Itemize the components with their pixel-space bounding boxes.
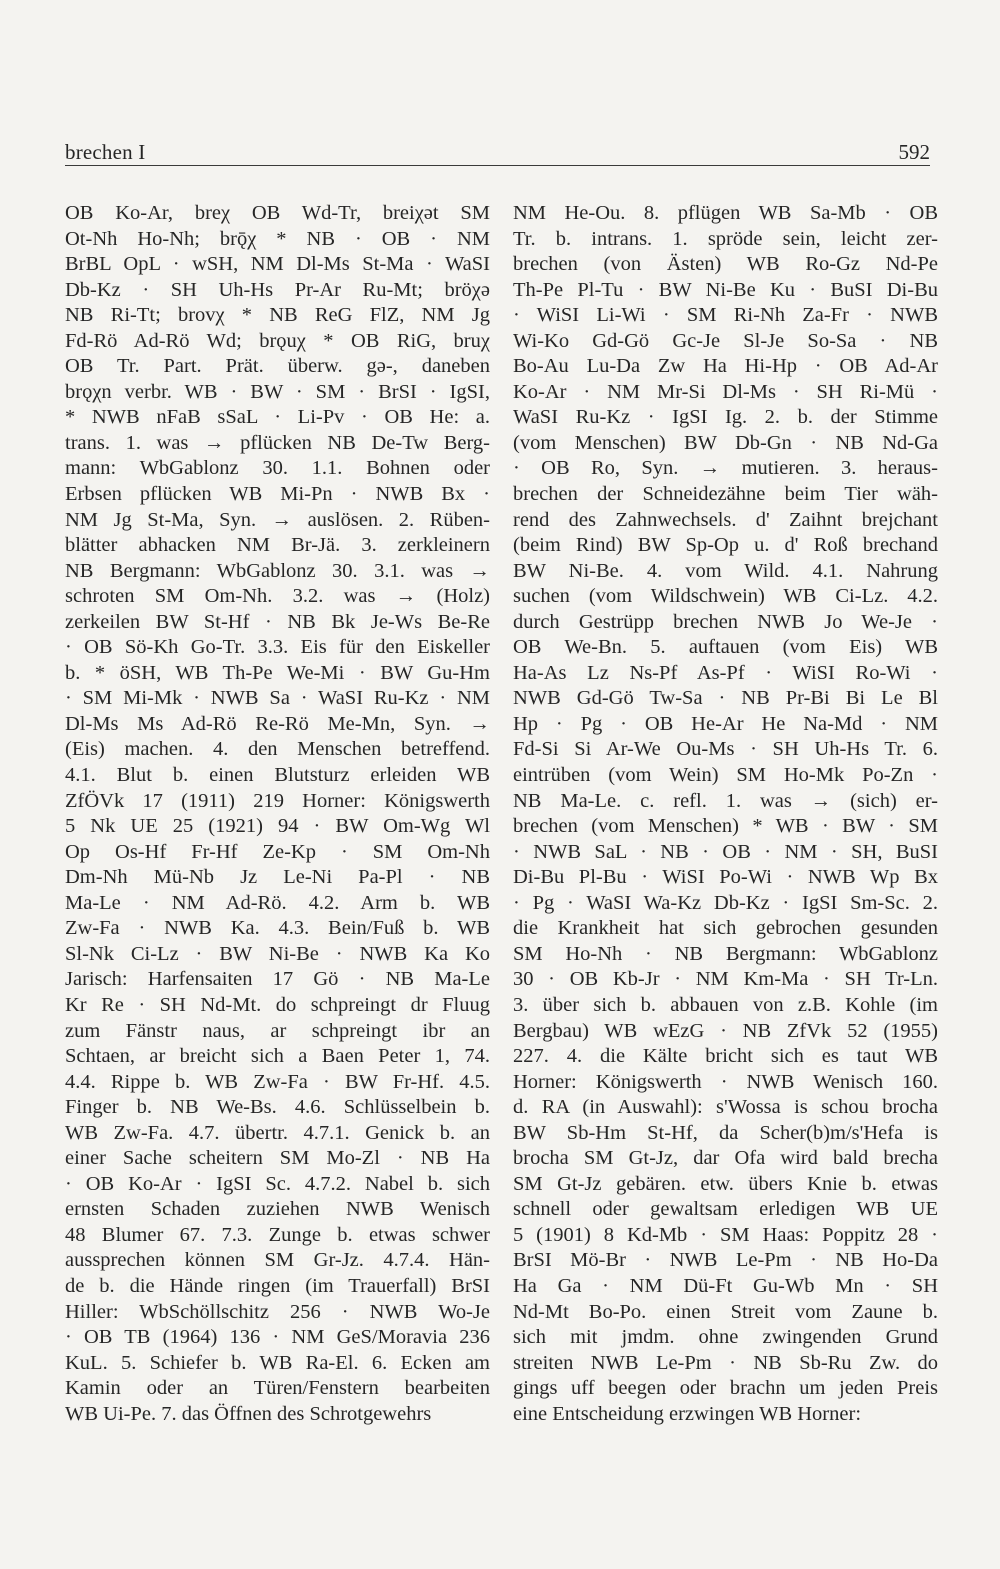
text-line: Ot-Nh Ho-Nh; brǭχ * NB · OB · NM (65, 227, 490, 250)
text-line: d. RA (in Auswahl): s'Wossa is schou brocha (513, 1096, 938, 1119)
text-line: · OB Ko-Ar · IgSI Sc. 4.7.2. Nabel b. sich (65, 1172, 490, 1195)
text-line: Fd-Rö Ad-Rö Wd; brǫuχ * OB RiG, bruχ (65, 329, 490, 352)
text-line: durch Gestrüpp brechen NWB Jo We-Je · (513, 610, 938, 633)
text-line: de b. die Hände ringen (im Trauerfall) BrSI (65, 1274, 490, 1297)
text-line: schnell oder gewaltsam erledigen WB UE (513, 1198, 938, 1221)
text-line: 48 Blumer 67. 7.3. Zunge b. etwas schwer (65, 1223, 490, 1246)
text-line: Op Os-Hf Fr-Hf Ze-Kp · SM Om-Nh (65, 840, 490, 863)
text-line: · OB Ro, Syn. → mutieren. 3. heraus- (513, 457, 938, 480)
text-line: 4.1. Blut b. einen Blutsturz erleiden WB (65, 764, 490, 787)
text-line: (Eis) machen. 4. den Menschen betreffend. (65, 738, 490, 761)
right-column (513, 201, 938, 1427)
text-line: OB We-Bn. 5. auftauen (vom Eis) WB (513, 636, 938, 659)
page-number: 592 (898, 140, 930, 164)
text-line: zum Fänstr naus, ar schpreingt ibr an (65, 1019, 490, 1042)
text-line: Fd-Si Si Ar-We Ou-Ms · SH Uh-Hs Tr. 6. (513, 738, 938, 761)
text-line: · OB TB (1964) 136 · NM GeS/Moravia 236 (65, 1326, 490, 1349)
text-line: Schtaen, ar breicht sich a Baen Peter 1, 74. (65, 1045, 490, 1068)
text-line: schroten SM Om-Nh. 3.2. was → (Holz) (65, 585, 490, 608)
text-line: die Krankheit hat sich gebrochen gesunden (513, 917, 938, 940)
text-line: brocha SM Gt-Jz, dar Ofa wird bald brecha (513, 1147, 938, 1170)
text-line: BW Sb-Hm St-Hf, da Scher(b)m/s'Hefa is (513, 1121, 938, 1144)
text-line: Kr Re · SH Nd-Mt. do schpreingt dr Fluug (65, 993, 490, 1016)
text-line: suchen (vom Wildschwein) WB Ci-Lz. 4.2. (513, 585, 938, 608)
text-line: Th-Pe Pl-Tu · BW Ni-Be Ku · BuSI Di-Bu (513, 278, 938, 301)
text-line: brechen (vom Menschen) * WB · BW · SM (513, 815, 938, 838)
text-line: rend des Zahnwechsels. d' Zaihnt brejchant (513, 508, 938, 531)
text-line: NB Ma-Le. c. refl. 1. was → (sich) er- (513, 789, 938, 812)
text-line: · NWB SaL · NB · OB · NM · SH, BuSI (513, 840, 938, 863)
text-line: SM Gt-Jz gebären. etw. übers Knie b. etwas (513, 1172, 938, 1195)
text-line: Tr. b. intrans. 1. spröde sein, leicht zer- (513, 227, 938, 250)
text-line: (vom Menschen) BW Db-Gn · NB Nd-Ga (513, 431, 938, 454)
text-line: Dl-Ms Ms Ad-Rö Re-Rö Me-Mn, Syn. → (65, 712, 490, 735)
text-line: Di-Bu Pl-Bu · WiSI Po-Wi · NWB Wp Bx (513, 866, 938, 889)
text-line: Kamin oder an Türen/Fenstern bearbeiten (65, 1377, 490, 1400)
text-line: brechen (von Ästen) WB Ro-Gz Nd-Pe (513, 253, 938, 276)
text-line: · WiSI Li-Wi · SM Ri-Nh Za-Fr · NWB (513, 304, 938, 327)
text-line: ZfÖVk 17 (1911) 219 Horner: Königswerth (65, 789, 490, 812)
text-line: 3. über sich b. abbauen von z.B. Kohle (im (513, 993, 938, 1016)
text-line: Jarisch: Harfensaiten 17 Gö · NB Ma-Le (65, 968, 490, 991)
text-line: NM Jg St-Ma, Syn. → auslösen. 2. Rüben- (65, 508, 490, 531)
text-line: mann: WbGablonz 30. 1.1. Bohnen oder (65, 457, 490, 480)
text-line: Bo-Au Lu-Da Zw Ha Hi-Hp · OB Ad-Ar (513, 355, 938, 378)
text-line: · Pg · WaSI Wa-Kz Db-Kz · IgSI Sm-Sc. 2. (513, 891, 938, 914)
text-line: einer Sache scheitern SM Mo-Zl · NB Ha (65, 1147, 490, 1170)
text-line: · OB Sö-Kh Go-Tr. 3.3. Eis für den Eiskeller (65, 636, 490, 659)
text-line: NWB Gd-Gö Tw-Sa · NB Pr-Bi Bi Le Bl (513, 687, 938, 710)
text-line: NB Bergmann: WbGablonz 30. 3.1. was → (65, 559, 490, 582)
text-line: Ko-Ar · NM Mr-Si Dl-Ms · SH Ri-Mü · (513, 380, 938, 403)
text-line: Erbsen pflücken WB Mi-Pn · NWB Bx · (65, 483, 490, 506)
text-line: sich mit jmdm. ohne zwingenden Grund (513, 1326, 938, 1349)
text-line: Finger b. NB We-Bs. 4.6. Schlüsselbein b. (65, 1096, 490, 1119)
text-line: OB Ko-Ar, breχ OB Wd-Tr, breiχət SM (65, 202, 490, 224)
text-line: KuL. 5. Schiefer b. WB Ra-El. 6. Ecken am (65, 1351, 490, 1374)
text-line: WB Zw-Fa. 4.7. übertr. 4.7.1. Genick b. an (65, 1121, 490, 1144)
text-line: b. * öSH, WB Th-Pe We-Mi · BW Gu-Hm (65, 661, 490, 684)
text-line: Dm-Nh Mü-Nb Jz Le-Ni Pa-Pl · NB (65, 866, 490, 889)
text-line: streiten NWB Le-Pm · NB Sb-Ru Zw. do (513, 1351, 938, 1374)
text-line: NB Ri-Tt; brovχ * NB ReG FlZ, NM Jg (65, 304, 490, 327)
text-line: Ha-As Lz Ns-Pf As-Pf · WiSI Ro-Wi · (513, 661, 938, 684)
text-line: 5 (1901) 8 Kd-Mb · SM Haas: Poppitz 28 · (513, 1223, 938, 1246)
text-line: Zw-Fa · NWB Ka. 4.3. Bein/Fuß b. WB (65, 917, 490, 940)
left-column (65, 201, 490, 1427)
text-line: 5 Nk UE 25 (1921) 94 · BW Om-Wg Wl (65, 815, 490, 838)
text-line: eintrüben (vom Wein) SM Ho-Mk Po-Zn · (513, 764, 938, 787)
text-line: gings uff beegen oder brachn um jeden Preis (513, 1377, 938, 1400)
text-line: Hp · Pg · OB He-Ar He Na-Md · NM (513, 712, 938, 735)
text-line: Wi-Ko Gd-Gö Gc-Je Sl-Je So-Sa · NB (513, 329, 938, 352)
text-line: WB Ui-Pe. 7. das Öffnen des Schrotgewehrs (65, 1402, 432, 1425)
text-line: OB Tr. Part. Prät. überw. gə-, daneben (65, 355, 490, 378)
text-line: zerkeilen BW St-Hf · NB Bk Je-Ws Be-Re (65, 610, 490, 633)
text-line: * NWB nFaB sSaL · Li-Pv · OB He: a. (65, 406, 490, 429)
text-line: BrSI Mö-Br · NWB Le-Pm · NB Ho-Da (513, 1249, 938, 1272)
text-line: WaSI Ru-Kz · IgSI Ig. 2. b. der Stimme (513, 406, 938, 429)
text-line: NM He-Ou. 8. pflügen WB Sa-Mb · OB (513, 202, 938, 224)
text-line: Horner: Königswerth · NWB Wenisch 160. (513, 1070, 938, 1093)
running-head: brechen I (65, 140, 146, 164)
text-line: · SM Mi-Mk · NWB Sa · WaSI Ru-Kz · NM (65, 687, 490, 710)
text-line: eine Entscheidung erzwingen WB Horner: (513, 1402, 862, 1425)
text-line: Ma-Le · NM Ad-Rö. 4.2. Arm b. WB (65, 891, 490, 914)
text-line: ernsten Schaden zuziehen NWB Wenisch (65, 1198, 490, 1221)
text-line: brǫχn verbr. WB · BW · SM · BrSI · IgSI, (65, 380, 490, 403)
text-line: BW Ni-Be. 4. vom Wild. 4.1. Nahrung (513, 559, 938, 582)
text-line: Hiller: WbSchöllschitz 256 · NWB Wo-Je (65, 1300, 490, 1323)
text-line: Sl-Nk Ci-Lz · BW Ni-Be · NWB Ka Ko (65, 942, 490, 965)
text-line: trans. 1. was → pflücken NB De-Tw Berg- (65, 431, 490, 454)
text-line: brechen der Schneidezähne beim Tier wäh- (513, 483, 938, 506)
text-line: 4.4. Rippe b. WB Zw-Fa · BW Fr-Hf. 4.5. (65, 1070, 490, 1093)
text-line: (beim Rind) BW Sp-Op u. d' Roß brechand (513, 534, 938, 557)
text-line: blätter abhacken NM Br-Jä. 3. zerkleinern (65, 534, 490, 557)
text-line: aussprechen können SM Gr-Jz. 4.7.4. Hän- (65, 1249, 490, 1272)
text-line: 227. 4. die Kälte bricht sich es taut WB (513, 1045, 938, 1068)
text-line: Bergbau) WB wEzG · NB ZfVk 52 (1955) (513, 1019, 938, 1042)
text-line: BrBL OpL · wSH, NM Dl-Ms St-Ma · WaSI (65, 253, 490, 276)
text-line: 30 · OB Kb-Jr · NM Km-Ma · SH Tr-Ln. (513, 968, 938, 991)
text-line: Ha Ga · NM Dü-Ft Gu-Wb Mn · SH (513, 1274, 938, 1297)
text-line: Db-Kz · SH Uh-Hs Pr-Ar Ru-Mt; bröχə (65, 278, 490, 301)
header-rule (65, 165, 930, 166)
text-line: SM Ho-Nh · NB Bergmann: WbGablonz (513, 942, 938, 965)
text-line: Nd-Mt Bo-Po. einen Streit vom Zaune b. (513, 1300, 938, 1323)
